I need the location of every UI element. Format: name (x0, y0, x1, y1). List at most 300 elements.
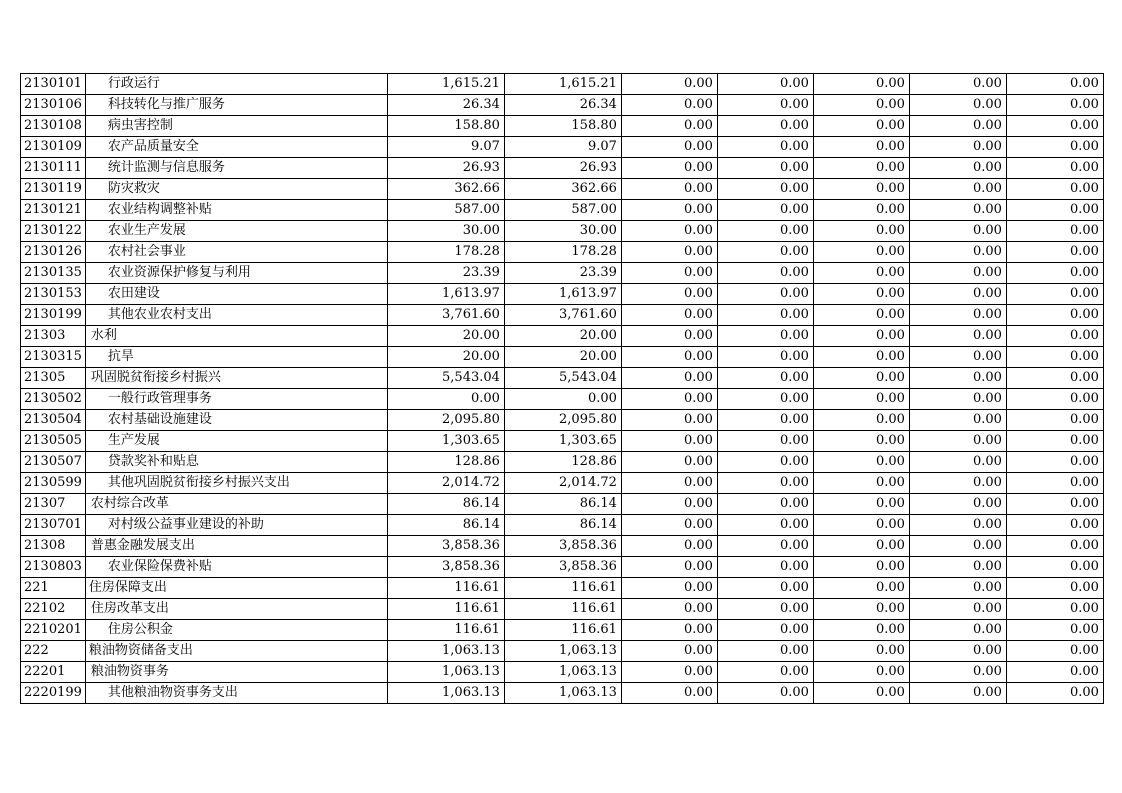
public-budget-cell: 0.00 (717, 284, 813, 305)
carryover-cell: 0.00 (1006, 200, 1103, 221)
carryover-cell: 0.00 (1006, 221, 1103, 242)
project-expenditure-cell: 0.00 (621, 662, 717, 683)
total-amount-cell: 26.93 (387, 158, 504, 179)
subject-name-cell: 其他巩固脱贫衔接乡村振兴支出 (85, 473, 387, 494)
other-income-cell: 0.00 (909, 368, 1006, 389)
other-income-cell: 0.00 (909, 326, 1006, 347)
table-row (21, 578, 1104, 599)
public-budget-cell: 0.00 (717, 137, 813, 158)
total-amount-cell: 178.28 (387, 242, 504, 263)
subject-code-cell: 2130505 (21, 431, 86, 452)
project-expenditure-cell: 0.00 (621, 95, 717, 116)
total-amount-cell: 26.34 (387, 95, 504, 116)
fund-budget-cell: 0.00 (813, 242, 909, 263)
table-row (21, 200, 1104, 221)
table-row (21, 599, 1104, 620)
subject-code-cell: 2130111 (21, 158, 86, 179)
subject-name-cell: 住房公积金 (85, 620, 387, 641)
carryover-cell: 0.00 (1006, 263, 1103, 284)
total-amount-cell: 362.66 (387, 179, 504, 200)
public-budget-cell: 0.00 (717, 410, 813, 431)
total-amount-cell: 2,095.80 (387, 410, 504, 431)
public-budget-cell: 0.00 (717, 158, 813, 179)
fund-budget-cell: 0.00 (813, 221, 909, 242)
other-income-cell: 0.00 (909, 473, 1006, 494)
basic-expenditure-cell: 1,303.65 (504, 431, 621, 452)
total-amount-cell: 1,063.13 (387, 683, 504, 704)
carryover-cell: 0.00 (1006, 578, 1103, 599)
project-expenditure-cell: 0.00 (621, 389, 717, 410)
project-expenditure-cell: 0.00 (621, 620, 717, 641)
subject-code-cell: 22201 (21, 662, 86, 683)
budget-expenditure-table (20, 73, 1104, 704)
carryover-cell: 0.00 (1006, 326, 1103, 347)
carryover-cell: 0.00 (1006, 599, 1103, 620)
other-income-cell: 0.00 (909, 284, 1006, 305)
subject-name-cell: 粮油物资事务 (85, 662, 387, 683)
other-income-cell: 0.00 (909, 200, 1006, 221)
subject-code-cell: 22102 (21, 599, 86, 620)
fund-budget-cell: 0.00 (813, 179, 909, 200)
public-budget-cell: 0.00 (717, 179, 813, 200)
total-amount-cell: 5,543.04 (387, 368, 504, 389)
subject-name-cell: 抗旱 (85, 347, 387, 368)
total-amount-cell: 1,063.13 (387, 662, 504, 683)
total-amount-cell: 30.00 (387, 221, 504, 242)
basic-expenditure-cell: 362.66 (504, 179, 621, 200)
public-budget-cell: 0.00 (717, 389, 813, 410)
other-income-cell: 0.00 (909, 263, 1006, 284)
other-income-cell: 0.00 (909, 578, 1006, 599)
total-amount-cell: 3,858.36 (387, 557, 504, 578)
table-row (21, 137, 1104, 158)
subject-code-cell: 21308 (21, 536, 86, 557)
subject-code-cell: 2130507 (21, 452, 86, 473)
fund-budget-cell: 0.00 (813, 284, 909, 305)
table-row (21, 284, 1104, 305)
public-budget-cell: 0.00 (717, 200, 813, 221)
subject-name-cell: 生产发展 (85, 431, 387, 452)
other-income-cell: 0.00 (909, 683, 1006, 704)
project-expenditure-cell: 0.00 (621, 557, 717, 578)
public-budget-cell: 0.00 (717, 305, 813, 326)
public-budget-cell: 0.00 (717, 74, 813, 95)
project-expenditure-cell: 0.00 (621, 74, 717, 95)
table-row (21, 221, 1104, 242)
fund-budget-cell: 0.00 (813, 74, 909, 95)
table-row (21, 74, 1104, 95)
subject-name-cell: 农村综合改革 (85, 494, 387, 515)
total-amount-cell: 1,613.97 (387, 284, 504, 305)
fund-budget-cell: 0.00 (813, 158, 909, 179)
subject-code-cell: 21307 (21, 494, 86, 515)
table-body (21, 74, 1104, 704)
total-amount-cell: 116.61 (387, 620, 504, 641)
fund-budget-cell: 0.00 (813, 200, 909, 221)
fund-budget-cell: 0.00 (813, 515, 909, 536)
project-expenditure-cell: 0.00 (621, 263, 717, 284)
project-expenditure-cell: 0.00 (621, 431, 717, 452)
project-expenditure-cell: 0.00 (621, 116, 717, 137)
table-row (21, 473, 1104, 494)
public-budget-cell: 0.00 (717, 452, 813, 473)
project-expenditure-cell: 0.00 (621, 641, 717, 662)
subject-name-cell: 农业生产发展 (85, 221, 387, 242)
other-income-cell: 0.00 (909, 599, 1006, 620)
other-income-cell: 0.00 (909, 347, 1006, 368)
basic-expenditure-cell: 5,543.04 (504, 368, 621, 389)
project-expenditure-cell: 0.00 (621, 494, 717, 515)
table-row (21, 158, 1104, 179)
fund-budget-cell: 0.00 (813, 536, 909, 557)
other-income-cell: 0.00 (909, 557, 1006, 578)
subject-code-cell: 2210201 (21, 620, 86, 641)
table-row (21, 305, 1104, 326)
carryover-cell: 0.00 (1006, 179, 1103, 200)
carryover-cell: 0.00 (1006, 515, 1103, 536)
table-row (21, 368, 1104, 389)
carryover-cell: 0.00 (1006, 410, 1103, 431)
subject-code-cell: 21303 (21, 326, 86, 347)
subject-code-cell: 2130101 (21, 74, 86, 95)
basic-expenditure-cell: 587.00 (504, 200, 621, 221)
basic-expenditure-cell: 116.61 (504, 620, 621, 641)
project-expenditure-cell: 0.00 (621, 683, 717, 704)
other-income-cell: 0.00 (909, 158, 1006, 179)
carryover-cell: 0.00 (1006, 74, 1103, 95)
subject-name-cell: 住房改革支出 (85, 599, 387, 620)
subject-code-cell: 2130315 (21, 347, 86, 368)
basic-expenditure-cell: 26.34 (504, 95, 621, 116)
subject-code-cell: 2130119 (21, 179, 86, 200)
carryover-cell: 0.00 (1006, 347, 1103, 368)
basic-expenditure-cell: 9.07 (504, 137, 621, 158)
carryover-cell: 0.00 (1006, 305, 1103, 326)
subject-name-cell: 农产品质量安全 (85, 137, 387, 158)
basic-expenditure-cell: 1,613.97 (504, 284, 621, 305)
project-expenditure-cell: 0.00 (621, 200, 717, 221)
subject-code-cell: 2130109 (21, 137, 86, 158)
basic-expenditure-cell: 128.86 (504, 452, 621, 473)
total-amount-cell: 20.00 (387, 347, 504, 368)
basic-expenditure-cell: 1,063.13 (504, 641, 621, 662)
public-budget-cell: 0.00 (717, 662, 813, 683)
subject-name-cell: 贷款奖补和贴息 (85, 452, 387, 473)
other-income-cell: 0.00 (909, 95, 1006, 116)
project-expenditure-cell: 0.00 (621, 305, 717, 326)
carryover-cell: 0.00 (1006, 473, 1103, 494)
public-budget-cell: 0.00 (717, 347, 813, 368)
subject-code-cell: 2130106 (21, 95, 86, 116)
total-amount-cell: 1,063.13 (387, 641, 504, 662)
other-income-cell: 0.00 (909, 179, 1006, 200)
public-budget-cell: 0.00 (717, 431, 813, 452)
project-expenditure-cell: 0.00 (621, 326, 717, 347)
subject-code-cell: 2130701 (21, 515, 86, 536)
subject-name-cell: 粮油物资储备支出 (85, 641, 387, 662)
carryover-cell: 0.00 (1006, 242, 1103, 263)
carryover-cell: 0.00 (1006, 389, 1103, 410)
basic-expenditure-cell: 2,095.80 (504, 410, 621, 431)
carryover-cell: 0.00 (1006, 494, 1103, 515)
other-income-cell: 0.00 (909, 137, 1006, 158)
carryover-cell: 0.00 (1006, 284, 1103, 305)
subject-code-cell: 2130108 (21, 116, 86, 137)
other-income-cell: 0.00 (909, 74, 1006, 95)
other-income-cell: 0.00 (909, 494, 1006, 515)
subject-name-cell: 一般行政管理事务 (85, 389, 387, 410)
project-expenditure-cell: 0.00 (621, 410, 717, 431)
public-budget-cell: 0.00 (717, 683, 813, 704)
table-row (21, 179, 1104, 200)
basic-expenditure-cell: 116.61 (504, 578, 621, 599)
subject-code-cell: 2130135 (21, 263, 86, 284)
total-amount-cell: 86.14 (387, 515, 504, 536)
subject-name-cell: 住房保障支出 (85, 578, 387, 599)
carryover-cell: 0.00 (1006, 452, 1103, 473)
other-income-cell: 0.00 (909, 242, 1006, 263)
project-expenditure-cell: 0.00 (621, 284, 717, 305)
public-budget-cell: 0.00 (717, 116, 813, 137)
table-row (21, 620, 1104, 641)
carryover-cell: 0.00 (1006, 557, 1103, 578)
basic-expenditure-cell: 86.14 (504, 515, 621, 536)
subject-code-cell: 221 (21, 578, 86, 599)
total-amount-cell: 116.61 (387, 578, 504, 599)
table-row (21, 116, 1104, 137)
project-expenditure-cell: 0.00 (621, 368, 717, 389)
public-budget-cell: 0.00 (717, 494, 813, 515)
subject-code-cell: 2130126 (21, 242, 86, 263)
other-income-cell: 0.00 (909, 410, 1006, 431)
fund-budget-cell: 0.00 (813, 95, 909, 116)
subject-code-cell: 2220199 (21, 683, 86, 704)
carryover-cell: 0.00 (1006, 620, 1103, 641)
table-row (21, 662, 1104, 683)
public-budget-cell: 0.00 (717, 263, 813, 284)
project-expenditure-cell: 0.00 (621, 179, 717, 200)
public-budget-cell: 0.00 (717, 473, 813, 494)
public-budget-cell: 0.00 (717, 599, 813, 620)
basic-expenditure-cell: 3,858.36 (504, 536, 621, 557)
subject-code-cell: 2130502 (21, 389, 86, 410)
subject-name-cell: 农村社会事业 (85, 242, 387, 263)
basic-expenditure-cell: 3,858.36 (504, 557, 621, 578)
subject-name-cell: 农业资源保护修复与利用 (85, 263, 387, 284)
total-amount-cell: 587.00 (387, 200, 504, 221)
carryover-cell: 0.00 (1006, 431, 1103, 452)
public-budget-cell: 0.00 (717, 536, 813, 557)
subject-name-cell: 农业结构调整补贴 (85, 200, 387, 221)
other-income-cell: 0.00 (909, 641, 1006, 662)
project-expenditure-cell: 0.00 (621, 347, 717, 368)
fund-budget-cell: 0.00 (813, 599, 909, 620)
subject-name-cell: 科技转化与推广服务 (85, 95, 387, 116)
basic-expenditure-cell: 20.00 (504, 347, 621, 368)
subject-code-cell: 222 (21, 641, 86, 662)
project-expenditure-cell: 0.00 (621, 473, 717, 494)
subject-code-cell: 2130121 (21, 200, 86, 221)
public-budget-cell: 0.00 (717, 620, 813, 641)
carryover-cell: 0.00 (1006, 95, 1103, 116)
table-row (21, 431, 1104, 452)
table-row (21, 641, 1104, 662)
basic-expenditure-cell: 30.00 (504, 221, 621, 242)
subject-name-cell: 其他农业农村支出 (85, 305, 387, 326)
fund-budget-cell: 0.00 (813, 641, 909, 662)
carryover-cell: 0.00 (1006, 137, 1103, 158)
basic-expenditure-cell: 2,014.72 (504, 473, 621, 494)
public-budget-cell: 0.00 (717, 242, 813, 263)
fund-budget-cell: 0.00 (813, 578, 909, 599)
public-budget-cell: 0.00 (717, 95, 813, 116)
table-row (21, 347, 1104, 368)
carryover-cell: 0.00 (1006, 641, 1103, 662)
other-income-cell: 0.00 (909, 305, 1006, 326)
fund-budget-cell: 0.00 (813, 305, 909, 326)
basic-expenditure-cell: 158.80 (504, 116, 621, 137)
subject-code-cell: 21305 (21, 368, 86, 389)
subject-name-cell: 巩固脱贫衔接乡村振兴 (85, 368, 387, 389)
fund-budget-cell: 0.00 (813, 494, 909, 515)
basic-expenditure-cell: 1,063.13 (504, 683, 621, 704)
project-expenditure-cell: 0.00 (621, 242, 717, 263)
other-income-cell: 0.00 (909, 620, 1006, 641)
subject-name-cell: 病虫害控制 (85, 116, 387, 137)
table-row (21, 536, 1104, 557)
fund-budget-cell: 0.00 (813, 326, 909, 347)
total-amount-cell: 2,014.72 (387, 473, 504, 494)
subject-name-cell: 统计监测与信息服务 (85, 158, 387, 179)
project-expenditure-cell: 0.00 (621, 452, 717, 473)
total-amount-cell: 128.86 (387, 452, 504, 473)
subject-code-cell: 2130803 (21, 557, 86, 578)
table-row (21, 95, 1104, 116)
other-income-cell: 0.00 (909, 431, 1006, 452)
subject-name-cell: 农业保险保费补贴 (85, 557, 387, 578)
total-amount-cell: 23.39 (387, 263, 504, 284)
subject-name-cell: 农田建设 (85, 284, 387, 305)
project-expenditure-cell: 0.00 (621, 137, 717, 158)
total-amount-cell: 0.00 (387, 389, 504, 410)
fund-budget-cell: 0.00 (813, 347, 909, 368)
public-budget-cell: 0.00 (717, 557, 813, 578)
fund-budget-cell: 0.00 (813, 263, 909, 284)
subject-code-cell: 2130599 (21, 473, 86, 494)
total-amount-cell: 9.07 (387, 137, 504, 158)
total-amount-cell: 3,761.60 (387, 305, 504, 326)
table-row (21, 494, 1104, 515)
carryover-cell: 0.00 (1006, 662, 1103, 683)
fund-budget-cell: 0.00 (813, 683, 909, 704)
public-budget-cell: 0.00 (717, 641, 813, 662)
fund-budget-cell: 0.00 (813, 389, 909, 410)
carryover-cell: 0.00 (1006, 116, 1103, 137)
fund-budget-cell: 0.00 (813, 662, 909, 683)
total-amount-cell: 158.80 (387, 116, 504, 137)
subject-name-cell: 其他粮油物资事务支出 (85, 683, 387, 704)
basic-expenditure-cell: 1,615.21 (504, 74, 621, 95)
fund-budget-cell: 0.00 (813, 557, 909, 578)
fund-budget-cell: 0.00 (813, 431, 909, 452)
table-row (21, 242, 1104, 263)
other-income-cell: 0.00 (909, 452, 1006, 473)
project-expenditure-cell: 0.00 (621, 221, 717, 242)
public-budget-cell: 0.00 (717, 368, 813, 389)
fund-budget-cell: 0.00 (813, 410, 909, 431)
subject-name-cell: 水利 (85, 326, 387, 347)
table-row (21, 389, 1104, 410)
other-income-cell: 0.00 (909, 662, 1006, 683)
table-row (21, 557, 1104, 578)
public-budget-cell: 0.00 (717, 221, 813, 242)
fund-budget-cell: 0.00 (813, 452, 909, 473)
carryover-cell: 0.00 (1006, 158, 1103, 179)
total-amount-cell: 20.00 (387, 326, 504, 347)
carryover-cell: 0.00 (1006, 368, 1103, 389)
basic-expenditure-cell: 0.00 (504, 389, 621, 410)
basic-expenditure-cell: 116.61 (504, 599, 621, 620)
subject-name-cell: 农村基础设施建设 (85, 410, 387, 431)
subject-name-cell: 防灾救灾 (85, 179, 387, 200)
total-amount-cell: 86.14 (387, 494, 504, 515)
other-income-cell: 0.00 (909, 116, 1006, 137)
basic-expenditure-cell: 1,063.13 (504, 662, 621, 683)
other-income-cell: 0.00 (909, 536, 1006, 557)
basic-expenditure-cell: 23.39 (504, 263, 621, 284)
table-row (21, 452, 1104, 473)
subject-code-cell: 2130504 (21, 410, 86, 431)
fund-budget-cell: 0.00 (813, 137, 909, 158)
basic-expenditure-cell: 20.00 (504, 326, 621, 347)
fund-budget-cell: 0.00 (813, 368, 909, 389)
basic-expenditure-cell: 26.93 (504, 158, 621, 179)
subject-code-cell: 2130153 (21, 284, 86, 305)
subject-name-cell: 对村级公益事业建设的补助 (85, 515, 387, 536)
project-expenditure-cell: 0.00 (621, 515, 717, 536)
table-row (21, 410, 1104, 431)
fund-budget-cell: 0.00 (813, 116, 909, 137)
table-row (21, 683, 1104, 704)
total-amount-cell: 1,615.21 (387, 74, 504, 95)
project-expenditure-cell: 0.00 (621, 578, 717, 599)
total-amount-cell: 1,303.65 (387, 431, 504, 452)
project-expenditure-cell: 0.00 (621, 158, 717, 179)
project-expenditure-cell: 0.00 (621, 599, 717, 620)
other-income-cell: 0.00 (909, 389, 1006, 410)
fund-budget-cell: 0.00 (813, 473, 909, 494)
table-row (21, 263, 1104, 284)
table-row (21, 515, 1104, 536)
basic-expenditure-cell: 3,761.60 (504, 305, 621, 326)
public-budget-cell: 0.00 (717, 578, 813, 599)
subject-code-cell: 2130122 (21, 221, 86, 242)
table-row (21, 326, 1104, 347)
other-income-cell: 0.00 (909, 515, 1006, 536)
total-amount-cell: 3,858.36 (387, 536, 504, 557)
subject-name-cell: 行政运行 (85, 74, 387, 95)
basic-expenditure-cell: 178.28 (504, 242, 621, 263)
carryover-cell: 0.00 (1006, 536, 1103, 557)
carryover-cell: 0.00 (1006, 683, 1103, 704)
subject-code-cell: 2130199 (21, 305, 86, 326)
project-expenditure-cell: 0.00 (621, 536, 717, 557)
other-income-cell: 0.00 (909, 221, 1006, 242)
subject-name-cell: 普惠金融发展支出 (85, 536, 387, 557)
basic-expenditure-cell: 86.14 (504, 494, 621, 515)
public-budget-cell: 0.00 (717, 326, 813, 347)
public-budget-cell: 0.00 (717, 515, 813, 536)
